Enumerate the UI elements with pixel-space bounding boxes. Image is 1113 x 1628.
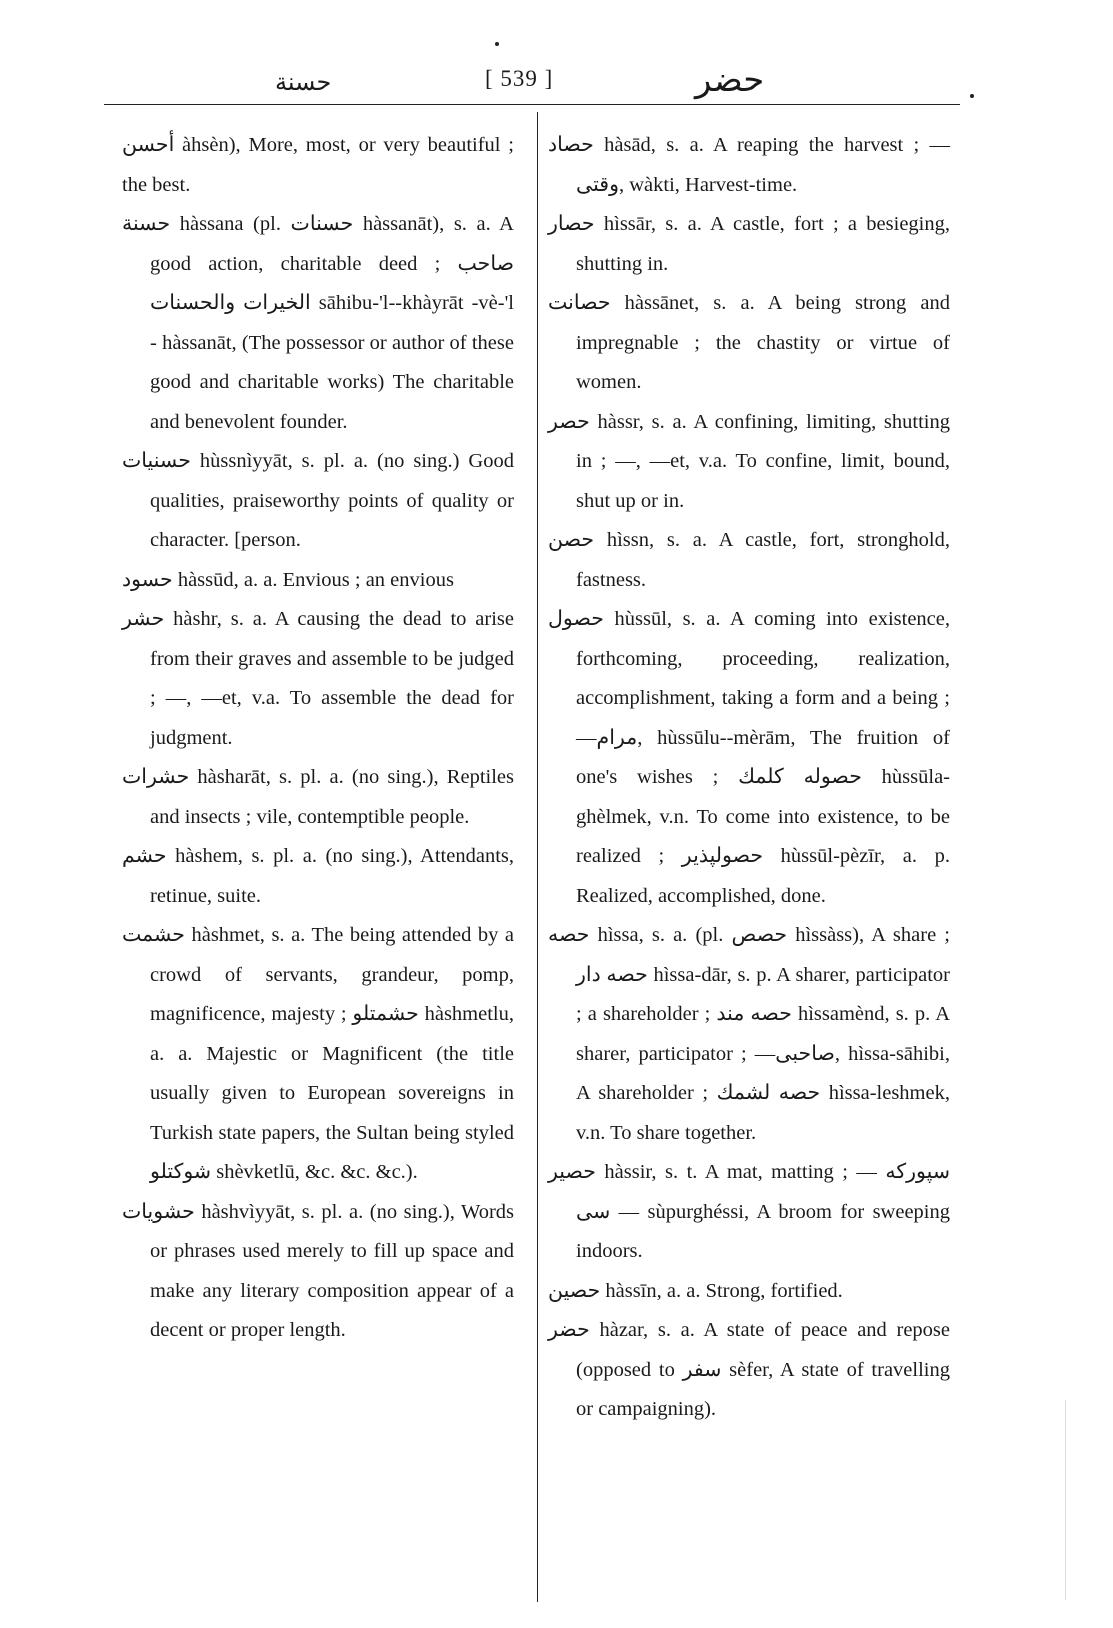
dictionary-entry: حضر hàzar, s. a. A state of peace and repose (opposed to سفر sèfer, A state of travelling or campaigning). bbox=[548, 1319, 950, 1420]
dictionary-entry: حصار hìssār, s. a. A castle, fort ; a besieging, shutting in. bbox=[548, 213, 950, 275]
dictionary-entry: حسنة hàssana (pl. حسنات hàssanāt), s. a. A good action, charitable deed ; صاحب الخيرات والحسنات sāhibu-'l--khàyrāt -vè-'l - hàssanāt, (The possessor or author of these good and charitable works) The charitable and benevolent founder. bbox=[122, 213, 514, 433]
print-speck bbox=[970, 94, 974, 98]
dictionary-entry: حشمت hàshmet, s. a. The being attended by a crowd of servants, grandeur, pomp, magnificence, majesty ; حشمتلو hàshmetlu, a. a. Majestic or Magnificent (the title usually given to European sovereigns in Turkish state papers, the Sultan being styled شوكتلو shèvketlū, &c. &c. &c.). bbox=[122, 924, 514, 1183]
dictionary-entry: حصر hàssr, s. a. A confining, limiting, shutting in ; —, —et, v.a. To confine, limit, bound, shut up or in. bbox=[548, 410, 950, 512]
page-header bbox=[100, 60, 960, 100]
dictionary-entry: حشم hàshem, s. pl. a. (no sing.), Attendants, retinue, suite. bbox=[122, 845, 514, 907]
dictionary-entry: حصانت hàssānet, s. a. A being strong and impregnable ; the chastity or virtue of women. bbox=[548, 292, 950, 393]
dictionary-entry: حسنيات hùssnìyyāt, s. pl. a. (no sing.) Good qualities, praiseworthy points of quality or character. [person. bbox=[122, 450, 514, 551]
header-left-catchword: حسنة bbox=[275, 70, 332, 96]
dictionary-entry: حصه hìssa, s. a. (pl. حصص hìssàss), A share ; حصه دار hìssa-dār, s. p. A sharer, participator ; a shareholder ; حصه مند hìssamènd, s. p. A sharer, participator ; —صاحبی, hìssa-sāhibi, A shareholder ; حصه لشمك hìssa-leshmek, v.n. To share together. bbox=[548, 924, 951, 1144]
header-rule bbox=[104, 104, 960, 105]
column-divider bbox=[537, 112, 538, 1602]
dictionary-entry: حصول hùssūl, s. a. A coming into existence, forthcoming, proceeding, realization, accomplishment, taking a form and a being ; —مرام, hùssūlu--mèrām, The fruition of one's wishes ; حصوله كلمك hùssūla-ghèlmek, v.n. To come into existence, to be realized ; حصولپذير hùssūl-pèzīr, a. p. Realized, accomplished, done. bbox=[548, 608, 951, 907]
dictionary-entry: حشر hàshr, s. a. A causing the dead to arise from their graves and assemble to be judged ; —, —et, v.a. To assemble the dead for judgment. bbox=[122, 608, 514, 749]
dictionary-entry: أحسن àhsèn), More, most, or very beautiful ; the best. bbox=[122, 134, 514, 196]
dictionary-entry: حصير hàssir, s. t. A mat, matting ; — سپورکه سی — sùpurghéssi, A broom for sweeping indoors. bbox=[548, 1161, 950, 1262]
page-number: [ 539 ] bbox=[485, 66, 554, 91]
dictionary-entry: حصاد hàsād, s. a. A reaping the harvest ; —وقتی, wàkti, Harvest-time. bbox=[548, 134, 950, 196]
dictionary-entry: حشرات hàsharāt, s. pl. a. (no sing.), Reptiles and insects ; vile, contemptible people. bbox=[122, 766, 514, 828]
dictionary-entry: حشويات hàshvìyyāt, s. pl. a. (no sing.), Words or phrases used merely to fill up space and make any literary composition appear of a decent or proper length. bbox=[122, 1200, 514, 1341]
header-right-catchword: حضر bbox=[695, 62, 765, 99]
scan-artifact-line bbox=[1065, 1400, 1067, 1600]
dictionary-entry: حصين hàssīn, a. a. Strong, fortified. bbox=[548, 1279, 843, 1302]
dictionary-entry: حسود hàssūd, a. a. Envious ; an envious bbox=[122, 568, 454, 591]
dictionary-entry: حصن hìssn, s. a. A castle, fort, stronghold, fastness. bbox=[548, 529, 950, 591]
left-column bbox=[122, 126, 514, 1351]
right-column bbox=[548, 126, 950, 1430]
print-speck bbox=[495, 42, 499, 46]
